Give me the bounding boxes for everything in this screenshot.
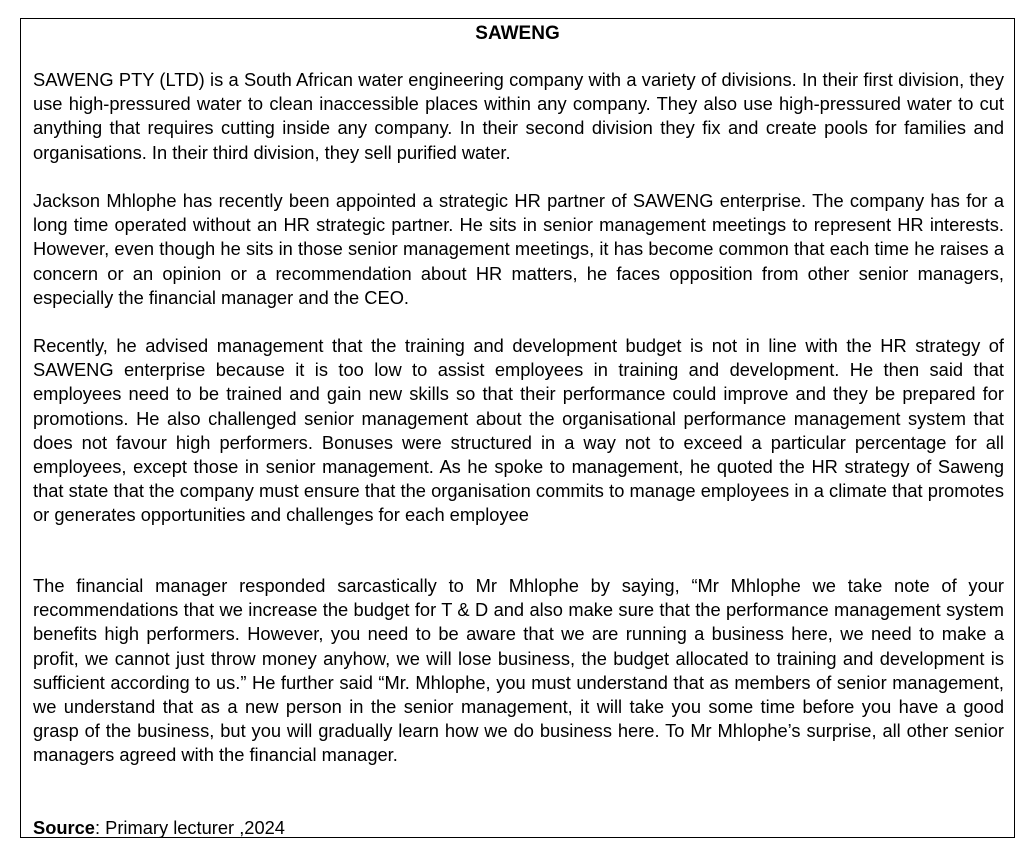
paragraph-budget-advice: Recently, he advised management that the training and development budget is not in line with the HR strategy of SAWENG enterprise because it is too low to assist employees in training and development. He then said that employees need to be trained and gain new skills so that their performance could improve and they be prepared for promotions. He also challenged senior management about the organisational performance management system that does not favour high performers. Bonuses were structured in a way not to exceed a particular percentage for all employees, except those in senior management. As he spoke to management, he quoted the HR strategy of Saweng that state that the company must ensure that the organisation commits to manage employees in a climate that promotes or generates opportunities and challenges for each employee (33, 335, 1004, 526)
paragraph-financial-manager-response: The financial manager responded sarcastically to Mr Mhlophe by saying, “Mr Mhlophe we take note of your recommendations that we increase the budget for T & D and also make sure that the performance management system benefits high performers. However, you need to be aware that we are running a business here, we need to make a profit, we cannot just throw money anyhow, we will lose business, the budget allocated to training and development is sufficient according to us.” He further said “Mr. Mhlophe, you must understand that as members of senior management, we understand that as a new person in the senior management, it will take you some time before you have a good grasp of the business, but you will gradually learn how we do business here. To Mr Mhlophe’s surprise, all other senior managers agreed with the financial manager. (33, 575, 1004, 766)
source-label: Source (33, 817, 95, 838)
source-text: : Primary lecturer ,2024 (94, 817, 285, 838)
document-title: SAWENG (475, 23, 560, 44)
paragraph-company-intro: SAWENG PTY (LTD) is a South African water engineering company with a variety of divisions. In their first division, they use high-pressured water to clean inaccessible places within any company. They also use high-pressured water to cut anything that requires cutting inside any company. In their second division they fix and create pools for families and organisations. In their third division, they sell purified water. (33, 69, 1004, 163)
source-citation (33, 816, 285, 840)
case-study-box (20, 18, 1015, 838)
paragraph-hr-partner: Jackson Mhlophe has recently been appointed a strategic HR partner of SAWENG enterprise. The company has for a long time operated without an HR strategic partner. He sits in senior management meetings to represent HR interests. However, even though he sits in those senior management meetings, it has become common that each time he raises a concern or an opinion or a recommendation about HR matters, he faces opposition from other senior managers, especially the financial manager and the CEO. (33, 190, 1004, 308)
